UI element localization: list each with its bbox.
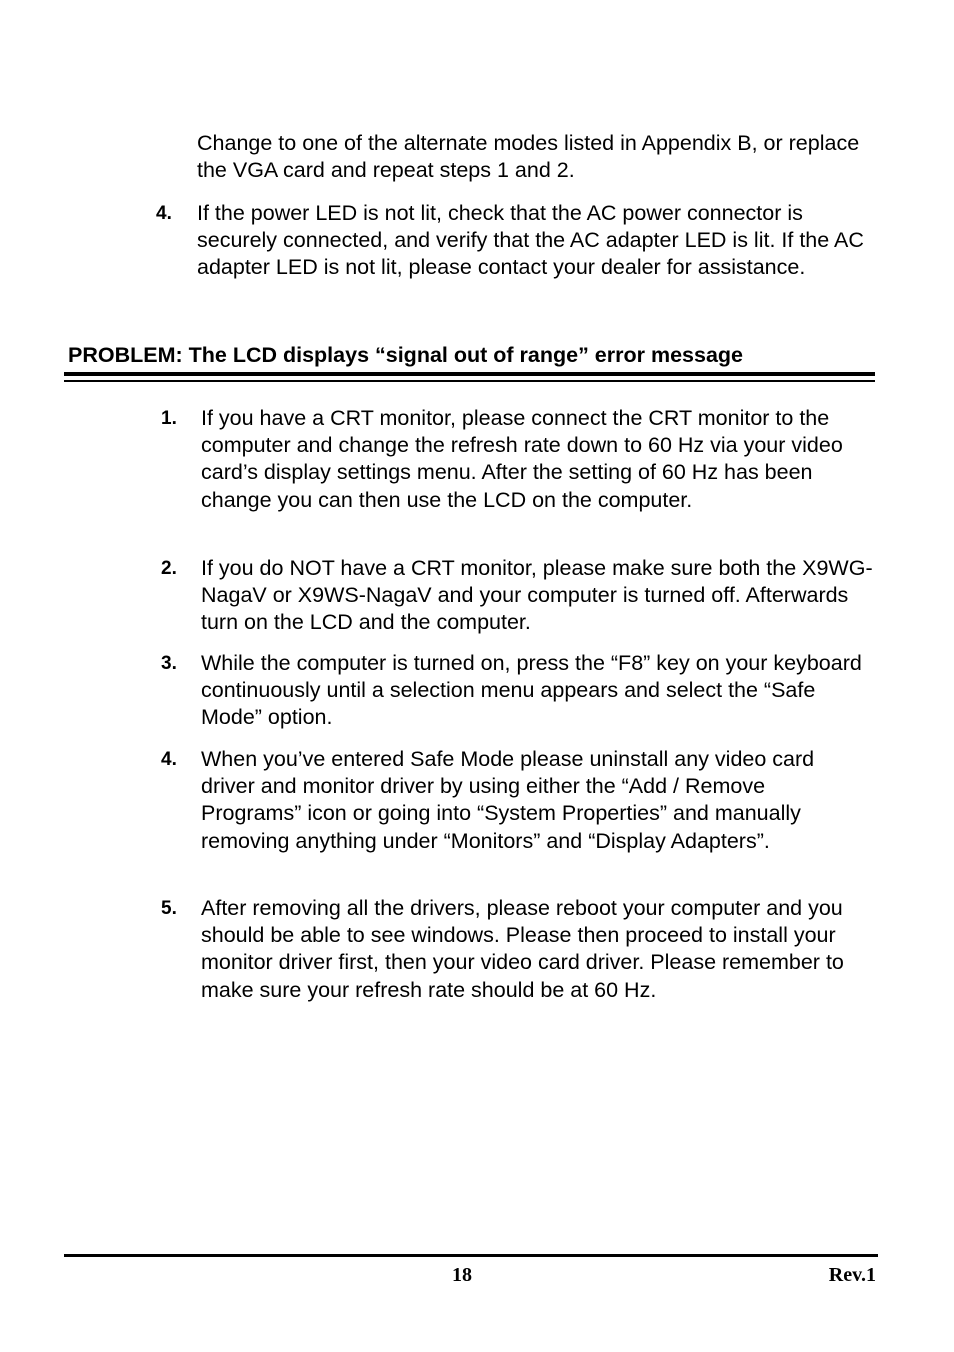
problem-heading: PROBLEM: The LCD displays “signal out of range” error message bbox=[68, 343, 743, 367]
revision-label: Rev.1 bbox=[828, 1264, 876, 1286]
heading-rule-thick bbox=[64, 372, 875, 376]
list-item-number: 3. bbox=[161, 653, 177, 674]
page-number: 18 bbox=[452, 1264, 472, 1286]
list-item-number: 2. bbox=[161, 558, 177, 579]
heading-rule-thin bbox=[64, 380, 875, 382]
list-item-text: While the computer is turned on, press the “F8” key on your keyboard continuously until a selection menu appears and select the “Safe Mode” option. bbox=[201, 651, 862, 730]
list-item-text: When you’ve entered Safe Mode please uninstall any video card driver and monitor driver by using either the “Add / Remove Programs” icon or going into “System Properties” and manually removing anything under “Monitors” and “Display Adapters”. bbox=[201, 747, 815, 853]
list-item-text: If the power LED is not lit, check that the AC power connector is securely connected, and verify that the AC adapter LED is lit. If the AC adapter LED is not lit, please contact your dealer for assistance. bbox=[197, 201, 864, 280]
list-item-number: 4. bbox=[156, 203, 172, 224]
list-item-text: After removing all the drivers, please reboot your computer and you should be able to see windows. Please then proceed to install your monitor driver first, then your video card driver. Please remember to make sure your refresh rate should be at 60 Hz. bbox=[201, 896, 844, 1002]
list-item-text: If you have a CRT monitor, please connect the CRT monitor to the computer and change the refresh rate down to 60 Hz via your video card’s display settings menu. After the setting of 60 Hz has been change you can then use the LCD on the computer. bbox=[201, 406, 843, 512]
list-item-number: 4. bbox=[161, 749, 177, 770]
list-item-number: 5. bbox=[161, 898, 177, 919]
list-item-number: 1. bbox=[161, 408, 177, 429]
footer-rule bbox=[64, 1254, 878, 1257]
list-item-text: If you do NOT have a CRT monitor, please make sure both the X9WG-NagaV or X9WS-NagaV and your computer is turned off. Afterwards turn on the LCD and the computer. bbox=[201, 556, 873, 635]
continuation-paragraph: Change to one of the alternate modes listed in Appendix B, or replace the VGA card and repeat steps 1 and 2. bbox=[197, 131, 860, 183]
